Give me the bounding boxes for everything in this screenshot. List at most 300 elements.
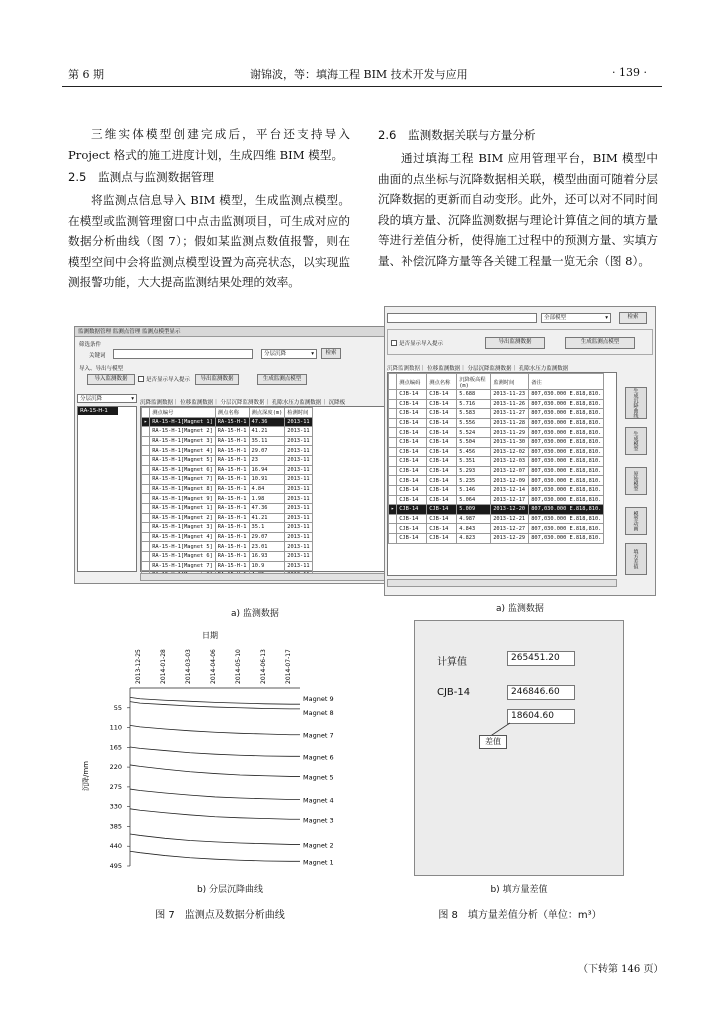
fig7a-keyword-label: 关键词 xyxy=(89,353,106,359)
table-cell: 16.94 xyxy=(249,465,285,475)
series-label: Magnet 8 xyxy=(303,708,334,717)
table-row[interactable] xyxy=(142,523,313,533)
section-2-6-heading: 2.6 监测数据关联与方量分析 xyxy=(378,128,536,142)
series-line-magnet-1 xyxy=(130,851,300,861)
table-cell: RA-15-H-1[Magnet 4] xyxy=(150,446,216,456)
row-marker xyxy=(142,542,150,552)
fig7a-type-select[interactable] xyxy=(261,349,317,359)
col-header[interactable]: 测点编号 xyxy=(150,408,216,418)
table-cell: 47.36 xyxy=(249,417,285,427)
table-cell: RA-15-H-1 xyxy=(215,465,249,475)
table-cell: 2013-11 xyxy=(285,513,312,523)
fig7a-prompt-checkbox[interactable] xyxy=(138,376,144,382)
table-cell: CJB-14 xyxy=(397,418,427,428)
page-number: · 139 · xyxy=(612,66,647,79)
chevron-down-icon: ▾ xyxy=(131,396,134,402)
table-cell: 4.823 xyxy=(457,533,491,543)
table-cell: 2013-11 xyxy=(285,417,312,427)
table-cell: 5.146 xyxy=(457,485,491,495)
row-marker xyxy=(142,523,150,533)
table-cell: 5.351 xyxy=(457,457,491,467)
table-cell: 29.07 xyxy=(249,532,285,542)
fig7a-import-button[interactable]: 导入监测数据 xyxy=(87,374,135,385)
table-cell: CJB-14 xyxy=(397,466,427,476)
table-row[interactable] xyxy=(389,409,604,419)
table-cell: 807,030.000 E.818,810. xyxy=(529,524,604,534)
table-cell: 2013-11 xyxy=(285,455,312,465)
table-cell: 5.456 xyxy=(457,447,491,457)
table-cell: RA-15-H-1 xyxy=(215,542,249,552)
left-paragraph-1: 三维实体模型创建完成后，平台还支持导入 Project 格式的施工进度计划，生成四维 BIM 模型。 xyxy=(68,127,350,162)
table-cell: 23.01 xyxy=(249,542,285,552)
col-header[interactable]: 测点编码 xyxy=(397,374,427,390)
fig8a-side-button-3[interactable]: 模型动画 xyxy=(625,507,647,535)
row-marker xyxy=(142,484,150,494)
table-row[interactable] xyxy=(142,475,313,485)
table-cell: 807,030.000 E.818,810. xyxy=(529,390,604,400)
fig7b-caption: b) 分层沉降曲线 xyxy=(196,885,264,895)
fig8a-data-grid xyxy=(387,372,617,576)
table-cell: CJB-14 xyxy=(397,524,427,534)
fig7a-tab-0[interactable]: 沉降监测数据 xyxy=(140,400,174,406)
table-cell: RA-15-H-1[Magnet 3] xyxy=(150,436,216,446)
series-line-magnet-7 xyxy=(130,725,300,734)
table-cell: CJB-14 xyxy=(397,409,427,419)
table-cell: 29.07 xyxy=(249,446,285,456)
series-line-magnet-6 xyxy=(130,747,300,756)
issue-number: 第 6 期 xyxy=(68,68,104,81)
fig7a-screenshot xyxy=(74,326,436,584)
fig8a-side-button-0[interactable]: 生成沉降曲线 xyxy=(625,387,647,419)
fig7a-left-select[interactable] xyxy=(77,394,137,403)
table-cell: 1.98 xyxy=(249,494,285,504)
table-cell: CJB-14 xyxy=(397,495,427,505)
table-cell: 5.009 xyxy=(457,505,491,515)
table-row[interactable] xyxy=(389,390,604,400)
table-cell: 5.556 xyxy=(457,418,491,428)
table-cell: 41.21 xyxy=(249,513,285,523)
table-row[interactable] xyxy=(389,466,604,476)
table-cell: 2013-11 xyxy=(285,503,312,513)
series-line-magnet-4 xyxy=(130,789,300,799)
x-tick-label: 2014-06-13 xyxy=(260,649,267,684)
table-cell: RA-15-H-1 xyxy=(215,446,249,456)
table-row[interactable] xyxy=(142,561,313,571)
table-row[interactable] xyxy=(389,447,604,457)
table-cell: CJB-14 xyxy=(427,533,457,543)
table-cell: RA-15-H-1[Magnet 1] xyxy=(150,503,216,513)
row-marker xyxy=(142,513,150,523)
table-cell: CJB-14 xyxy=(427,485,457,495)
table-cell: CJB-14 xyxy=(427,524,457,534)
fig8a-side-button-1[interactable]: 生成模型 xyxy=(625,427,647,455)
row-marker xyxy=(389,409,397,419)
fig8a-tab-0[interactable]: 沉降监测数据 xyxy=(387,366,421,372)
table-cell: 2013-11 xyxy=(285,561,312,571)
fig7a-tab-1[interactable]: 位移监测数据 xyxy=(180,400,214,406)
fig7a-type-select-value: 分层沉降 xyxy=(264,351,287,357)
fig8a-caption: a) 监测数据 xyxy=(496,604,544,614)
x-tick-label: 2014-03-03 xyxy=(185,649,192,684)
table-cell: CJB-14 xyxy=(427,447,457,457)
table-row[interactable] xyxy=(142,436,313,446)
table-cell: 807,030.000 E.818,810. xyxy=(529,428,604,438)
table-cell: CJB-14 xyxy=(397,447,427,457)
table-cell: 807,030.000 E.818,810. xyxy=(529,409,604,419)
table-row[interactable] xyxy=(389,476,604,486)
fig8a-model-select[interactable] xyxy=(541,313,611,323)
series-line-magnet-3 xyxy=(130,809,300,819)
row-marker xyxy=(142,561,150,571)
fig7a-search-button[interactable]: 检索 xyxy=(321,348,341,359)
table-row[interactable] xyxy=(142,446,313,456)
table-cell: 10.91 xyxy=(249,475,285,485)
table-cell: CJB-14 xyxy=(397,390,427,400)
table-cell: RA-15-H-1[Magnet 6] xyxy=(150,465,216,475)
table-cell: 35.11 xyxy=(249,436,285,446)
table-row[interactable] xyxy=(142,513,313,523)
fig8a-side-button-2[interactable]: 原始模型 xyxy=(625,467,647,495)
y-tick-label: 330 xyxy=(109,802,122,811)
table-row[interactable] xyxy=(142,484,313,494)
fig7a-data-tabs: 沉降监测数据｜ 位移监测数据｜ 分层沉降监测数据｜ 孔隙水压力监测数据｜ 沉降板 xyxy=(140,400,346,406)
table-cell: 35.1 xyxy=(249,523,285,533)
row-marker xyxy=(142,446,150,456)
table-cell: CJB-14 xyxy=(427,390,457,400)
table-cell: 5.064 xyxy=(457,495,491,505)
fig8a-search-button[interactable]: 检索 xyxy=(619,312,647,324)
table-cell: 2013-12-17 xyxy=(491,495,529,505)
fig7a-export-button[interactable]: 导出监测数据 xyxy=(195,374,239,385)
table-cell: 2013-11 xyxy=(285,446,312,456)
table-row[interactable] xyxy=(389,495,604,505)
table-cell: RA-15-H-1 xyxy=(215,455,249,465)
series-label: Magnet 5 xyxy=(303,773,334,782)
table-cell: CJB-14 xyxy=(397,514,427,524)
table-cell: 41.21 xyxy=(249,427,285,437)
fig7a-prompt-label: 是否显示导入提示 xyxy=(146,377,191,383)
table-cell: 2013-12-03 xyxy=(491,457,529,467)
row-marker xyxy=(389,390,397,400)
diff-value-field[interactable]: 18604.60 xyxy=(507,709,575,724)
table-row[interactable] xyxy=(389,505,604,515)
row-marker xyxy=(142,465,150,475)
table-cell: RA-15-H-1[Magnet 1] xyxy=(150,417,216,427)
table-cell: 2013-11 xyxy=(285,532,312,542)
table-cell: 807,030.000 E.818,810. xyxy=(529,447,604,457)
col-header[interactable]: 测点名称 xyxy=(427,374,457,390)
fig7a-group-import: 导入、导出与模型 xyxy=(79,366,124,372)
fig8a-prompt-checkbox[interactable] xyxy=(391,340,397,346)
table-cell: RA-15-H-1[Magnet 6] xyxy=(150,551,216,561)
table-cell: RA-15-H-1[Magnet 9] xyxy=(150,494,216,504)
table-cell: CJB-14 xyxy=(427,409,457,419)
row-marker xyxy=(142,475,150,485)
y-tick-label: 385 xyxy=(109,822,122,831)
table-cell: RA-15-H-1[Magnet 7] xyxy=(150,561,216,571)
row-marker: ▸ xyxy=(142,417,150,427)
table-cell: 2013-11 xyxy=(285,494,312,504)
y-axis-label: 沉降/mm xyxy=(82,761,90,791)
table-cell: 5.688 xyxy=(457,390,491,400)
series-label: Magnet 6 xyxy=(303,753,334,762)
table-cell: 2013-11-30 xyxy=(491,437,529,447)
table-cell: RA-15-H-1 xyxy=(215,513,249,523)
table-row[interactable] xyxy=(389,524,604,534)
row-marker xyxy=(389,524,397,534)
table-cell: 2013-11-23 xyxy=(491,390,529,400)
table-row[interactable] xyxy=(142,551,313,561)
table-cell: 4.987 xyxy=(457,514,491,524)
fig7a-tab-4[interactable]: 沉降板 xyxy=(328,400,346,406)
table-cell: 2013-12-27 xyxy=(491,524,529,534)
table-cell: 2013-11 xyxy=(285,436,312,446)
series-label: Magnet 3 xyxy=(303,816,334,825)
table-cell: 5.583 xyxy=(457,409,491,419)
col-header[interactable]: 备注 xyxy=(529,374,604,390)
series-label: Magnet 4 xyxy=(303,796,334,805)
table-cell: RA-15-H-1 xyxy=(215,427,249,437)
table-cell: RA-15-H-1[Magnet 3] xyxy=(150,523,216,533)
table-cell: 807,030.000 E.818,810. xyxy=(529,466,604,476)
table-cell: CJB-14 xyxy=(397,533,427,543)
settlement-chart xyxy=(70,626,370,876)
fig7a-tab-strip: 监测数据管理 监测点管理 监测点模型显示 xyxy=(75,327,435,337)
table-cell: RA-15-H-1[Magnet 8] xyxy=(150,484,216,494)
table-cell: 2013-11 xyxy=(285,484,312,494)
fig8a-search-input[interactable] xyxy=(387,313,537,323)
row-marker xyxy=(389,437,397,447)
x-tick-label: 2014-01-28 xyxy=(160,649,167,684)
row-marker xyxy=(389,476,397,486)
table-cell: 2013-12-07 xyxy=(491,466,529,476)
table-cell: 2013-11 xyxy=(285,475,312,485)
table-cell: CJB-14 xyxy=(427,514,457,524)
row-marker xyxy=(389,495,397,505)
series-line-magnet-9 xyxy=(130,697,300,704)
table-cell: RA-15-H-1 xyxy=(215,494,249,504)
table-cell: 2013-12-09 xyxy=(491,476,529,486)
y-tick-label: 110 xyxy=(109,723,122,732)
col-header[interactable]: 监测时间 xyxy=(491,374,529,390)
series-line-magnet-5 xyxy=(130,765,300,777)
table-cell: 2013-11-29 xyxy=(491,428,529,438)
table-cell: CJB-14 xyxy=(427,466,457,476)
table-cell: 2013-11-28 xyxy=(491,418,529,428)
calc-value-field[interactable]: 265451.20 xyxy=(507,651,575,666)
table-cell: 2013-12-02 xyxy=(491,447,529,457)
series-label: Magnet 9 xyxy=(303,695,334,704)
fig7-caption: 图 7 监测点及数据分析曲线 xyxy=(155,910,285,921)
table-cell: 47.36 xyxy=(249,503,285,513)
y-tick-label: 165 xyxy=(109,743,122,752)
table-cell: CJB-14 xyxy=(427,495,457,505)
table-cell: 4.843 xyxy=(457,524,491,534)
cjb-label: CJB-14 xyxy=(437,687,471,698)
running-title: 谢锦波，等：填海工程 BIM 技术开发与应用 xyxy=(250,68,468,81)
table-cell: CJB-14 xyxy=(427,505,457,515)
table-row[interactable] xyxy=(142,494,313,504)
row-marker: ▸ xyxy=(389,505,397,515)
table-row[interactable] xyxy=(142,465,313,475)
table-cell: 2013-11 xyxy=(285,523,312,533)
table-cell: RA-15-H-1[Magnet 5] xyxy=(150,542,216,552)
table-cell: RA-15-H-1 xyxy=(215,561,249,571)
table-cell: RA-15-H-1[Magnet 2] xyxy=(150,427,216,437)
x-tick-label: 2013-12-25 xyxy=(135,649,142,684)
chart-title: 日期 xyxy=(202,631,218,640)
left-paragraph-2: 将监测点信息导入 BIM 模型，生成监测点模型。在模型或监测管理窗口中点击监测项目，可生成对应的数据分析曲线（图 7）；假如某监测点数值报警，则在模型空间中会将监测点模型设置为高亮状态，以实现监测报警功能，大大提高监测结果处理的效率。 xyxy=(68,193,350,290)
table-cell: 2013-11-26 xyxy=(491,399,529,409)
table-cell: RA-15-H-1 xyxy=(215,417,249,427)
table-cell: 807,030.000 E.818,810. xyxy=(529,476,604,486)
fig7a-tree-panel[interactable] xyxy=(77,406,137,572)
fig8a-tab-3[interactable]: 孔隙水压力监测数据 xyxy=(518,366,569,372)
table-cell: 807,030.000 E.818,810. xyxy=(529,495,604,505)
row-marker-header xyxy=(142,408,150,418)
table-cell: CJB-14 xyxy=(397,485,427,495)
table-cell: 807,030.000 E.818,810. xyxy=(529,514,604,524)
table-cell: 807,030.000 E.818,810. xyxy=(529,533,604,543)
y-tick-label: 55 xyxy=(113,703,122,712)
diff-label-box: 差值 xyxy=(479,735,507,749)
fig8a-tab-2[interactable]: 分层沉降监测数据 xyxy=(467,366,512,372)
row-marker xyxy=(142,436,150,446)
series-label: Magnet 2 xyxy=(303,841,334,850)
table-cell: CJB-14 xyxy=(397,428,427,438)
table-cell: CJB-14 xyxy=(427,418,457,428)
table-cell: CJB-14 xyxy=(427,457,457,467)
table-row[interactable] xyxy=(142,417,313,427)
fig8a-tab-1[interactable]: 位移监测数据 xyxy=(427,366,461,372)
y-tick-label: 495 xyxy=(109,862,122,870)
fig8a-export-button[interactable]: 导出监测数据 xyxy=(485,337,545,349)
fig8a-horizontal-scrollbar[interactable] xyxy=(387,579,617,587)
table-cell: 807,030.000 E.818,810. xyxy=(529,437,604,447)
table-cell: 16.93 xyxy=(249,551,285,561)
table-cell: 807,030.000 E.818,810. xyxy=(529,399,604,409)
fig7a-tree-item[interactable]: RA-15-H-1 xyxy=(78,407,118,415)
table-row[interactable] xyxy=(389,428,604,438)
table-row[interactable] xyxy=(389,485,604,495)
row-marker xyxy=(142,551,150,561)
table-cell: 5.504 xyxy=(457,437,491,447)
table-cell: 807,030.000 E.818,810. xyxy=(529,505,604,515)
series-label: Magnet 1 xyxy=(303,858,334,867)
table-cell: 2013-11 xyxy=(285,465,312,475)
x-tick-label: 2014-05-10 xyxy=(235,649,242,684)
row-marker xyxy=(142,532,150,542)
table-cell: CJB-14 xyxy=(427,428,457,438)
table-cell: RA-15-H-1 xyxy=(215,484,249,494)
fig7a-caption: a) 监测数据 xyxy=(231,609,279,619)
table-cell: 807,030.000 E.818,810. xyxy=(529,457,604,467)
table-cell: CJB-14 xyxy=(397,437,427,447)
table-cell: 2013-12-29 xyxy=(491,533,529,543)
row-marker xyxy=(389,447,397,457)
col-header[interactable]: 检测时间 xyxy=(285,408,312,418)
row-marker xyxy=(389,485,397,495)
fig7a-left-select-value: 分层沉降 xyxy=(80,396,103,402)
table-cell: 5.524 xyxy=(457,428,491,438)
y-tick-label: 440 xyxy=(109,842,122,851)
fig8a-screenshot xyxy=(384,306,656,596)
table-cell: CJB-14 xyxy=(397,505,427,515)
table-cell: CJB-14 xyxy=(427,437,457,447)
row-marker xyxy=(389,457,397,467)
table-row[interactable] xyxy=(142,503,313,513)
table-cell: RA-15-H-1 xyxy=(215,503,249,513)
row-marker xyxy=(389,418,397,428)
table-cell: 10.9 xyxy=(249,561,285,571)
series-line-magnet-2 xyxy=(130,834,300,844)
row-marker xyxy=(142,455,150,465)
table-row[interactable] xyxy=(389,533,604,543)
table-cell: CJB-14 xyxy=(397,399,427,409)
col-header[interactable]: 测点深度(m) xyxy=(249,408,285,418)
x-tick-label: 2014-04-06 xyxy=(210,649,217,684)
series-label: Magnet 7 xyxy=(303,731,334,740)
table-cell: RA-15-H-1[Magnet 4] xyxy=(150,532,216,542)
table-row[interactable] xyxy=(389,399,604,409)
table-row[interactable] xyxy=(389,418,604,428)
cjb-value-field[interactable]: 246846.60 xyxy=(507,685,575,700)
y-tick-label: 275 xyxy=(109,782,122,791)
table-row[interactable] xyxy=(389,457,604,467)
calc-value-label: 计算值 xyxy=(437,657,467,668)
table-cell: 2013-12-20 xyxy=(491,505,529,515)
fig8-caption: 图 8 填方量差值分析（单位：m³） xyxy=(438,910,602,921)
fig7a-generate-button[interactable]: 生成监测点模型 xyxy=(257,374,307,385)
table-row[interactable] xyxy=(389,514,604,524)
fig8a-model-select-value: 全部模型 xyxy=(544,315,567,321)
table-cell: 807,030.000 E.818,810. xyxy=(529,485,604,495)
table-cell: CJB-14 xyxy=(397,457,427,467)
table-row[interactable] xyxy=(389,437,604,447)
table-cell: 5.716 xyxy=(457,399,491,409)
col-header[interactable]: 沉降板高程(m) xyxy=(457,374,491,390)
fig7a-tab-2[interactable]: 分层沉降监测数据 xyxy=(220,400,265,406)
table-cell: 2013-11 xyxy=(285,551,312,561)
row-marker xyxy=(142,503,150,513)
table-row[interactable] xyxy=(142,455,313,465)
table-cell: RA-15-H-1 xyxy=(215,523,249,533)
row-marker xyxy=(389,533,397,543)
fig8a-side-button-4[interactable]: 填方差值 xyxy=(625,543,647,575)
table-row[interactable] xyxy=(142,532,313,542)
fig8a-data-tabs: 沉降监测数据｜ 位移监测数据｜ 分层沉降监测数据｜ 孔隙水压力监测数据 xyxy=(387,366,569,372)
row-marker xyxy=(389,466,397,476)
fig7a-keyword-input[interactable] xyxy=(113,349,253,359)
table-cell: RA-15-H-1 xyxy=(215,436,249,446)
section-2-5-heading: 2.5 监测点与监测数据管理 xyxy=(68,170,214,184)
table-cell: 4.84 xyxy=(249,484,285,494)
fig8a-generate-button[interactable]: 生成监测点模型 xyxy=(565,337,635,349)
fig7a-group-filter: 筛选条件 xyxy=(79,342,102,348)
row-marker xyxy=(389,428,397,438)
chevron-down-icon: ▾ xyxy=(605,315,608,321)
table-cell: CJB-14 xyxy=(427,476,457,486)
table-cell: 2013-11-27 xyxy=(491,409,529,419)
row-marker-header xyxy=(389,374,397,390)
table-row[interactable] xyxy=(142,542,313,552)
table-cell: 5.235 xyxy=(457,476,491,486)
table-row[interactable] xyxy=(142,427,313,437)
fig7a-tab-3[interactable]: 孔隙水压力监测数据 xyxy=(271,400,322,406)
col-header[interactable]: 测点名称 xyxy=(215,408,249,418)
fig8a-prompt-label: 是否显示导入提示 xyxy=(399,341,444,347)
fig8b-caption: b) 填方量差值 xyxy=(490,885,548,895)
